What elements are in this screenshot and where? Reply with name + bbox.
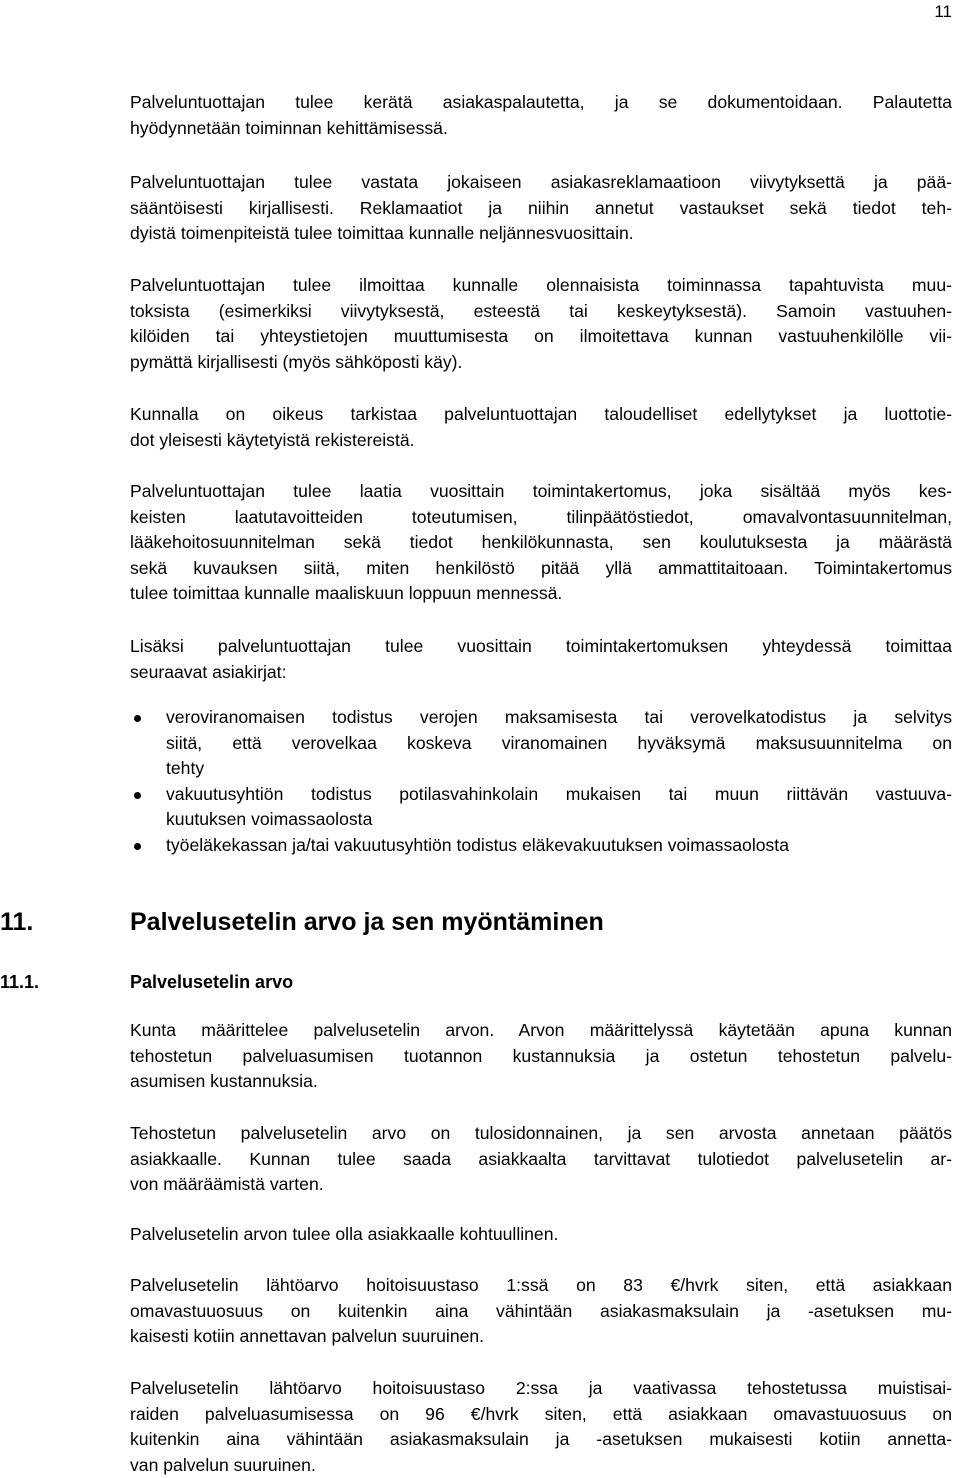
list-item	[130, 782, 952, 833]
text-line: Kunta määrittelee palvelusetelin arvon. Arvon määrittelyssä käytetään apuna kunnan	[130, 1020, 952, 1040]
list-item	[130, 833, 952, 859]
text-line: asiakkaalle. Kunnan tulee saada asiakkaalta tarvittavat tulotiedot palvelusetelin ar-	[130, 1148, 952, 1169]
text-line: kilöiden tai yhteystietojen muuttumisesta on ilmoitettava kunnan vastuuhenkilölle vii-	[130, 326, 952, 347]
text-line: Palvelusetelin lähtöarvo hoitoisuustaso 1:ssä on 83 €/hvrk siten, että asiakkaan	[130, 1275, 952, 1295]
paragraph-income-based	[130, 1121, 952, 1198]
list-item	[130, 705, 952, 782]
text-line: lääkehoitosuunnitelman sekä tiedot henkilökunnasta, sen koulutuksesta ja määrästä	[130, 532, 952, 553]
text-line: Palveluntuottajan tulee vastata jokaiseen asiakasreklamaatioon viivytyksettä ja pää-	[130, 172, 952, 192]
text-line: veroviranomaisen todistus verojen maksamisesta tai verovelkatodistus ja selvitys	[166, 707, 952, 727]
text-line: kuitenkin aina vähintään asiakasmaksulain ja -asetuksen mukaisesti kotiin annetta-	[130, 1429, 952, 1450]
text-line: tehostetun palveluasumisen tuotannon kustannuksia ja ostetun tehostetun palvelu-	[130, 1045, 952, 1066]
text-line: omavastuuosuus on kuitenkin aina vähintään asiakasmaksulain ja -asetuksen mu-	[130, 1300, 952, 1321]
text-line: Palvelusetelin arvon tulee olla asiakkaalle kohtuullinen.	[130, 1224, 559, 1244]
document-list	[130, 705, 952, 859]
text-line: Palveluntuottajan tulee kerätä asiakaspalautetta, ja se dokumentoidaan. Palautetta	[130, 92, 952, 112]
text-line: vakuutusyhtiön todistus potilasvahinkolain mukaisen tai muun riittävän vastuuva-	[166, 783, 952, 804]
text-line: tehty	[166, 758, 205, 779]
text-line: toksista (esimerkiksi viivytyksestä, esteestä tai keskeytyksestä). Samoin vastuuhen-	[130, 300, 952, 321]
text-line: kuutuksen voimassaolosta	[166, 809, 373, 830]
text-line: sääntöisesti kirjallisesti. Reklamaatiot ja niihin annetut vastaukset sekä tiedot teh-	[130, 197, 952, 218]
text-line: hyödynnetään toiminnan kehittämisessä.	[130, 117, 448, 138]
text-line: dot yleisesti käytetyistä rekistereistä.	[130, 429, 415, 450]
paragraph-documents-intro	[130, 634, 952, 685]
paragraph-value-definition	[130, 1018, 952, 1095]
text-line: kaisesti kotiin annettavan palvelun suuruinen.	[130, 1326, 485, 1347]
paragraph-annual-report	[130, 479, 952, 607]
text-line: Palvelusetelin lähtöarvo hoitoisuustaso 2:ssa ja vaativassa tehostetussa muistisai-	[130, 1378, 952, 1398]
bullet-icon	[134, 792, 141, 799]
text-line: von määräämistä varten.	[130, 1174, 324, 1195]
paragraph-reasonable	[130, 1222, 952, 1248]
paragraph-financial-check	[130, 402, 952, 453]
paragraph-reclamations	[130, 170, 952, 247]
text-line: Kunnalla on oikeus tarkistaa palveluntuottajan taloudelliset edellytykset ja luottotie-	[130, 404, 952, 424]
text-line: seuraavat asiakirjat:	[130, 661, 287, 682]
text-line: siitä, että verovelkaa koskeva viranomainen hyväksymä maksusuunnitelma on	[166, 732, 952, 753]
paragraph-feedback	[130, 90, 952, 141]
text-line: Tehostetun palvelusetelin arvo on tulosidonnainen, ja sen arvosta annetaan päätös	[130, 1123, 952, 1143]
text-line: työeläkekassan ja/tai vakuutusyhtiön todistus eläkevakuutuksen voimassaolosta	[166, 834, 789, 855]
text-line: sekä kuvauksen siitä, miten henkilöstö pitää yllä ammattitaitoaan. Toimintakertomus	[130, 557, 952, 578]
text-line: Lisäksi palveluntuottajan tulee vuosittain toimintakertomuksen yhteydessä toimittaa	[130, 636, 952, 656]
bullet-icon	[134, 843, 141, 850]
text-line: keisten laatutavoitteiden toteutumisen, tilinpäätöstiedot, omavalvontasuunnitelman,	[130, 506, 952, 527]
text-line: raiden palveluasumisessa on 96 €/hvrk siten, että asiakkaan omavastuuosuus on	[130, 1403, 952, 1424]
text-line: tulee toimittaa kunnalle maaliskuun loppuun mennessä.	[130, 583, 563, 604]
page-number: 11	[934, 2, 952, 21]
section-title: Palvelusetelin arvo ja sen myöntäminen	[130, 908, 604, 936]
subsection-number: 11.1.	[0, 972, 40, 992]
paragraph-changes	[130, 273, 952, 375]
text-line: asumisen kustannuksia.	[130, 1071, 318, 1092]
section-number: 11.	[0, 908, 34, 936]
text-line: Palveluntuottajan tulee laatia vuosittain toimintakertomus, joka sisältää myös kes-	[130, 481, 952, 501]
text-line: Palveluntuottajan tulee ilmoittaa kunnalle olennaisista toiminnassa tapahtuvista muu-	[130, 275, 952, 295]
subsection-title: Palvelusetelin arvo	[130, 972, 294, 992]
paragraph-level-2	[130, 1376, 952, 1478]
paragraph-level-1	[130, 1273, 952, 1350]
text-line: dyistä toimenpiteistä tulee toimittaa kunnalle neljännesvuosittain.	[130, 223, 634, 244]
text-line: pymättä kirjallisesti (myös sähköposti käy).	[130, 351, 463, 372]
text-line: van palvelun suuruinen.	[130, 1454, 316, 1475]
bullet-icon	[134, 715, 141, 722]
